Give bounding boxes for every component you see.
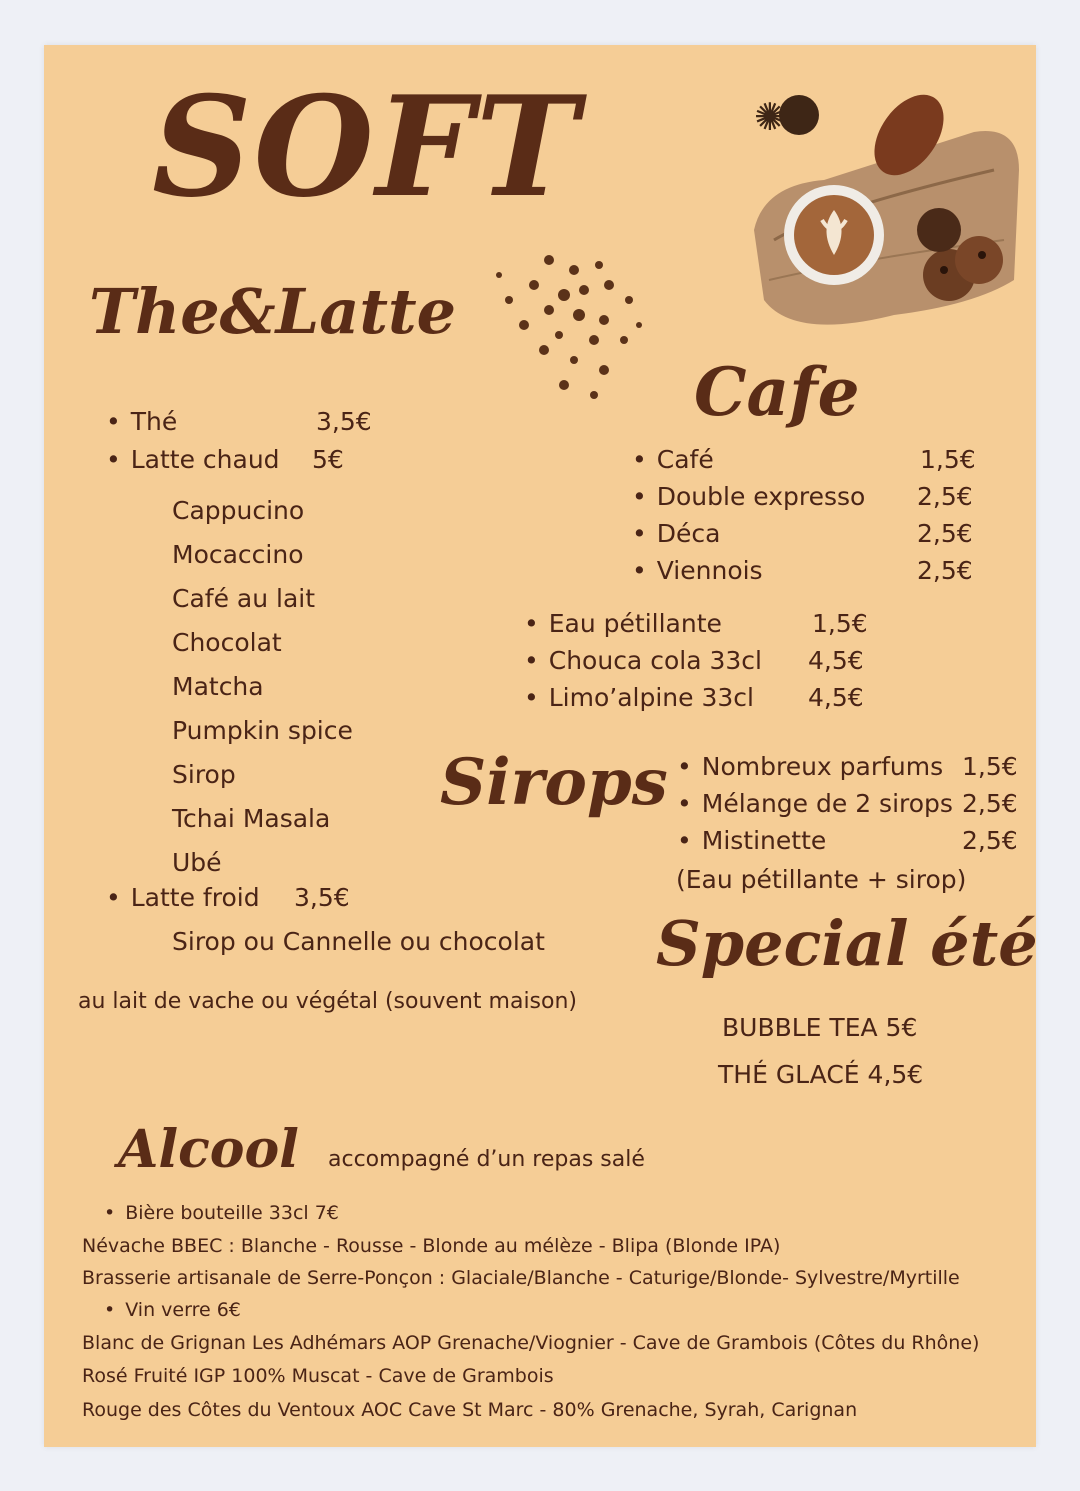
menu-title: SOFT bbox=[152, 65, 581, 228]
wine-line: Blanc de Grignan Les Adhémars AOP Grenache/Viognier - Cave de Grambois (Côtes du Rhône) bbox=[82, 1332, 980, 1354]
list-item: • Limo’alpine 33cl 4,5€ bbox=[524, 679, 864, 716]
item-latte-froid bbox=[106, 883, 260, 912]
wine-line: Rouge des Côtes du Ventoux AOC Cave St Marc - 80% Grenache, Syrah, Carignan bbox=[82, 1399, 858, 1421]
section-heading-cafe: Cafe bbox=[694, 353, 860, 431]
flavor-item: Café au lait bbox=[172, 584, 316, 613]
special-item-bubble-tea: BUBBLE TEA 5€ bbox=[722, 1013, 918, 1042]
item-latte-froid-label: Latte froid bbox=[130, 883, 260, 912]
list-item: • Double expresso 2,5€ bbox=[632, 478, 972, 515]
drinks-list bbox=[524, 605, 868, 716]
section-heading-the-latte: The&Latte bbox=[89, 275, 457, 348]
menu-card bbox=[44, 45, 1036, 1447]
list-item: • Café 1,5€ bbox=[632, 441, 972, 478]
beer-label: • Bière bouteille 33cl 7€ bbox=[104, 1202, 339, 1224]
flavor-item: Mocaccino bbox=[172, 540, 304, 569]
item-latte-chaud-label: Latte chaud bbox=[130, 445, 280, 474]
flavor-item: Pumpkin spice bbox=[172, 716, 353, 745]
beer-line: Névache BBEC : Blanche - Rousse - Blonde au mélèze - Blipa (Blonde IPA) bbox=[82, 1235, 781, 1257]
item-the bbox=[106, 407, 177, 436]
section-heading-alcool: Alcool bbox=[118, 1119, 299, 1180]
flavor-item: Ubé bbox=[172, 848, 222, 877]
item-the-label: Thé bbox=[130, 407, 178, 436]
special-item-the-glace: THÉ GLACÉ 4,5€ bbox=[718, 1060, 924, 1089]
list-item: • Nombreux parfums 1,5€ bbox=[677, 748, 1022, 785]
section-heading-sirops: Sirops bbox=[440, 745, 668, 820]
cafe-list bbox=[632, 441, 976, 589]
price-latte-froid: 3,5€ bbox=[294, 883, 350, 912]
flavor-item: Sirop bbox=[172, 760, 236, 789]
list-item: • Chouca cola 33cl 4,5€ bbox=[524, 642, 864, 679]
price-the: 3,5€ bbox=[316, 407, 372, 436]
list-item: • Viennois 2,5€ bbox=[632, 552, 972, 589]
list-item: • Mistinette 2,5€ bbox=[677, 822, 1022, 859]
section-heading-special: Special été bbox=[656, 907, 1038, 980]
flavor-item: Cappucino bbox=[172, 496, 305, 525]
alcool-subheading: accompagné d’un repas salé bbox=[328, 1147, 645, 1172]
beer-line: Brasserie artisanale de Serre-Ponçon : Glaciale/Blanche - Caturige/Blonde- Sylvestre/Myrtille bbox=[82, 1267, 960, 1289]
list-item: • Eau pétillante 1,5€ bbox=[524, 605, 864, 642]
flavor-item: Matcha bbox=[172, 672, 264, 701]
list-item: • Déca 2,5€ bbox=[632, 515, 972, 552]
latte-froid-options: Sirop ou Cannelle ou chocolat bbox=[172, 927, 545, 956]
sirops-list bbox=[677, 748, 1022, 859]
pine-cone-icon: ✺ bbox=[754, 95, 786, 139]
flavor-list bbox=[172, 489, 353, 885]
flavor-item: Chocolat bbox=[172, 628, 282, 657]
coffee-beans-scatter bbox=[489, 240, 659, 415]
sirops-note: (Eau pétillante + sirop) bbox=[676, 865, 967, 894]
milk-note: au lait de vache ou végétal (souvent maison) bbox=[78, 989, 578, 1014]
wine-label: • Vin verre 6€ bbox=[104, 1299, 241, 1321]
flavor-item: Tchai Masala bbox=[172, 804, 331, 833]
item-latte-chaud bbox=[106, 445, 280, 474]
wine-line: Rosé Fruité IGP 100% Muscat - Cave de Grambois bbox=[82, 1365, 554, 1387]
list-item: • Mélange de 2 sirops 2,5€ bbox=[677, 785, 1022, 822]
price-latte-chaud: 5€ bbox=[312, 445, 344, 474]
